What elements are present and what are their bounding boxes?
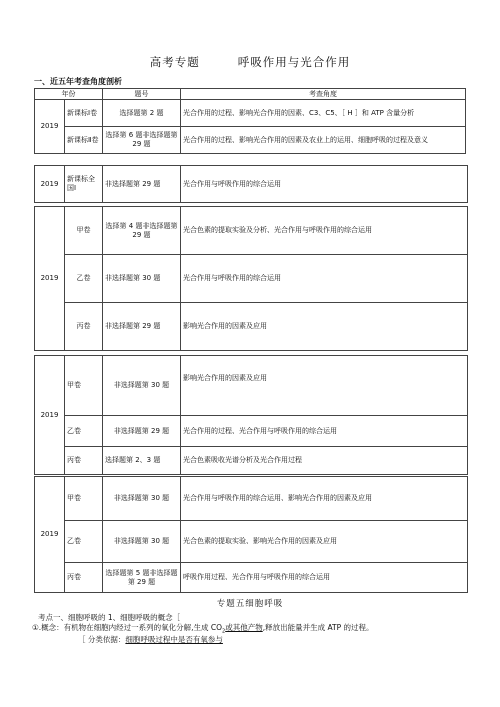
year-cell: 2019 (35, 356, 65, 475)
year-cell: 2019 (35, 477, 65, 593)
table-row (35, 207, 468, 255)
table-row (35, 127, 466, 154)
angle-cell: 光合色素的提取实验、影响光合作用的因素及应用 (181, 521, 468, 563)
page-title (0, 54, 500, 70)
angle-cell: 光合作用与呼吸作用的综合运用、影响光合作用的因素及应用 (181, 477, 468, 521)
point-3-prefix: ［ 分类依据： (78, 635, 126, 644)
paper-cell: 乙卷 (65, 255, 103, 303)
angle-cell: 光合色素的提取实验及分析、光合作用与呼吸作用的综合运用 (181, 207, 468, 255)
point-2-underline: 或其他产物 (225, 623, 263, 632)
question-cell: 非选择题第 30 题 (103, 356, 181, 416)
section-heading: 一、近五年考查角度剖析 (34, 77, 122, 86)
paper-cell: 丙卷 (65, 447, 103, 475)
exam-table-5 (34, 476, 468, 593)
exam-table-2 (34, 165, 468, 203)
angle-cell: 呼吸作用过程、光合作用与呼吸作用的综合运用 (181, 563, 468, 593)
point-3-underline: 细胞呼吸过程中是否有氧参与 (125, 635, 223, 644)
header-angle: 考查角度 (181, 89, 466, 100)
point-2 (32, 622, 374, 635)
table-row (35, 416, 468, 447)
paper-cell: 甲卷 (65, 477, 103, 521)
year-cell: 2019 (35, 166, 65, 203)
paper-cell: 新课标Ⅱ卷 (65, 127, 103, 154)
exam-table-3 (34, 206, 468, 351)
point-2-rest: ,释放出能量并生成 ATP 的过程。 (262, 623, 374, 632)
point-1: 考点一、细胞呼吸的 1、细胞呼吸的概念［ (38, 613, 181, 622)
table-row (35, 477, 468, 521)
title-right: 呼吸作用与光合作用 (237, 55, 351, 69)
table-row (35, 521, 468, 563)
angle-cell: 光合作用的过程、光合作用与呼吸作用的综合运用 (181, 416, 468, 447)
paper-cell: 丙卷 (65, 303, 103, 351)
question-cell: 选择题第 2 题 (103, 100, 181, 127)
exam-table-1 (34, 88, 466, 154)
question-cell: 非选择题第 30 题 (103, 255, 181, 303)
question-cell: 非选择题第 30 题 (103, 521, 181, 563)
angle-cell: 光合作用的过程、影响光合作用的因素及农业上的运用、细胞呼吸的过程及意义 (181, 127, 466, 154)
question-cell: 非选择题第 30 题 (103, 477, 181, 521)
question-cell: 选择第 4 题非选择题第 29 题 (103, 207, 181, 255)
header-year: 年份 (35, 89, 103, 100)
table-header-row (35, 89, 466, 100)
table-row (35, 356, 468, 416)
table-row (35, 100, 466, 127)
exam-table-4 (34, 355, 468, 475)
angle-cell: 光合作用与呼吸作用的综合运用 (181, 255, 468, 303)
paper-cell: 甲卷 (65, 207, 103, 255)
paper-cell: 乙卷 (65, 416, 103, 447)
question-cell: 非选择题第 29 题 (103, 416, 181, 447)
question-cell: 非选择题第 29 题 (103, 303, 181, 351)
point-3 (78, 634, 223, 645)
title-left: 高考专题 (149, 55, 200, 69)
question-cell: 选择题第 2、3 题 (103, 447, 181, 475)
angle-cell: 光合作用的过程、影响光合作用的因素、C3、C5、［ H ］和 ATP 含量分析 (181, 100, 466, 127)
angle-cell: 影响光合作用的因素及应用 (181, 303, 468, 351)
table-row (35, 255, 468, 303)
table-row (35, 447, 468, 475)
paper-cell: 丙卷 (65, 563, 103, 593)
question-cell: 选择第 6 题非选择题第 29 题 (103, 127, 181, 154)
question-cell: 选择题第 5 题非选择题第 29 题 (103, 563, 181, 593)
paper-cell: 乙卷 (65, 521, 103, 563)
paper-cell: 甲卷 (65, 356, 103, 416)
year-cell: 2019 (35, 100, 65, 154)
angle-cell: 光合作用与呼吸作用的综合运用 (181, 166, 468, 203)
table-row (35, 303, 468, 351)
point-2-sub: 2 (222, 628, 226, 635)
header-question: 题号 (103, 89, 181, 100)
question-cell: 非选择题第 29 题 (103, 166, 181, 203)
year-cell: 2019 (35, 207, 65, 351)
angle-cell: 影响光合作用的因素及应用 (181, 356, 468, 416)
paper-cell: 新课标全国Ⅰ (65, 166, 103, 203)
paper-cell: 新课标Ⅰ卷 (65, 100, 103, 127)
table-row (35, 563, 468, 593)
subtitle: 专题五细胞呼吸 (216, 599, 284, 609)
table-row (35, 166, 468, 203)
point-2-prefix: ①.概念：有机物在细胞内经过一系列的氧化分解,生成 CO (32, 623, 223, 632)
angle-cell: 光合色素吸收光谱分析及光合作用过程 (181, 447, 468, 475)
